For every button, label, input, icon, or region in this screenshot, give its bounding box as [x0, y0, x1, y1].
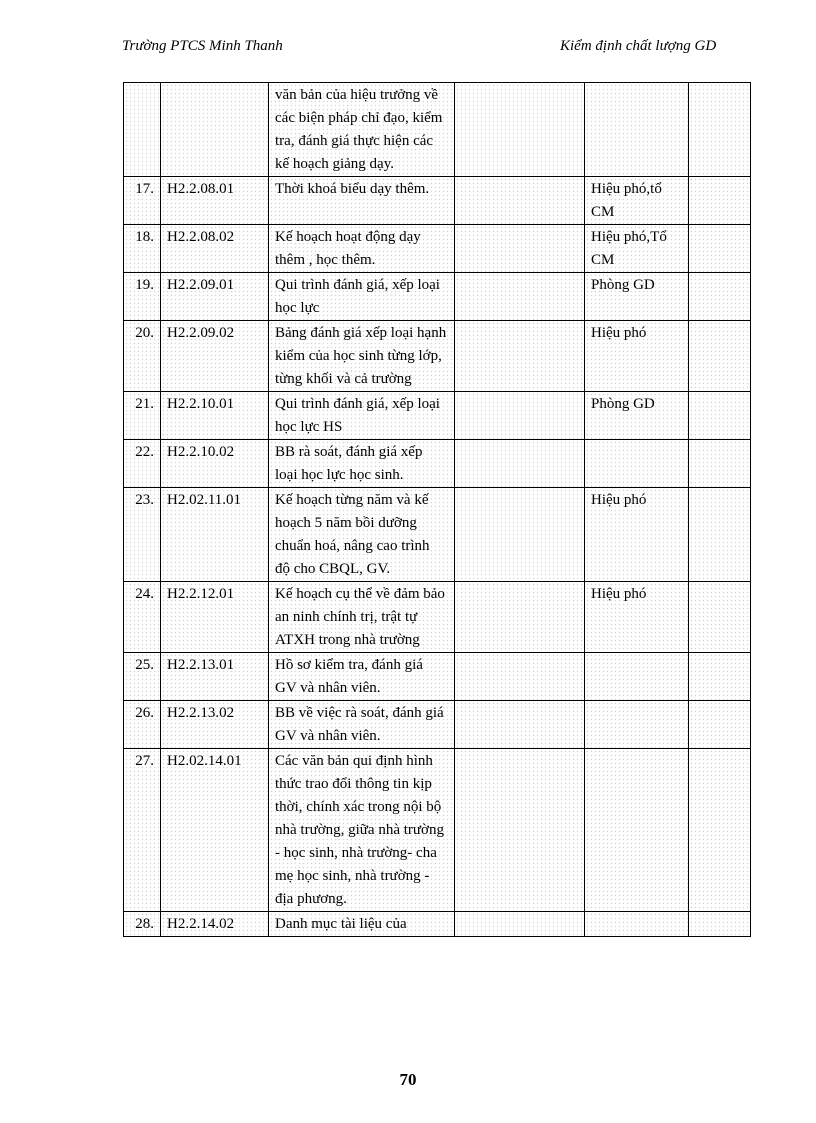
row-number-cell: 28.	[124, 912, 161, 937]
content-cell: Kế hoạch từng năm và kế hoạch 5 năm bồi dưỡng chuẩn hoá, nâng cao trình độ cho CBQL, GV.	[269, 488, 455, 582]
table-row	[124, 488, 751, 582]
content-cell: Qui trình đánh giá, xếp loại học lực	[269, 273, 455, 321]
note-cell	[689, 701, 751, 749]
table-row	[124, 440, 751, 488]
evidence-code-cell: H2.2.14.02	[161, 912, 269, 937]
responsible-cell: Phòng GD	[585, 392, 689, 440]
note-cell	[689, 225, 751, 273]
content-cell: Thời khoá biểu dạy thêm.	[269, 177, 455, 225]
evidence-code-cell: H2.2.13.01	[161, 653, 269, 701]
note-cell	[689, 749, 751, 912]
table-row	[124, 273, 751, 321]
column-4-cell	[455, 912, 585, 937]
responsible-cell: Hiệu phó,tổ CM	[585, 177, 689, 225]
column-4-cell	[455, 582, 585, 653]
table-row	[124, 912, 751, 937]
row-number-cell: 17.	[124, 177, 161, 225]
note-cell	[689, 321, 751, 392]
column-4-cell	[455, 440, 585, 488]
responsible-cell	[585, 83, 689, 177]
responsible-cell: Phòng GD	[585, 273, 689, 321]
content-cell: BB rà soát, đánh giá xếp loại học lực học sinh.	[269, 440, 455, 488]
note-cell	[689, 582, 751, 653]
content-cell: Kế hoạch hoạt động dạy thêm , học thêm.	[269, 225, 455, 273]
header-school-name: Trường PTCS Minh Thanh	[122, 38, 283, 54]
table-row	[124, 321, 751, 392]
evidence-table-body	[124, 83, 751, 937]
content-cell: Kế hoạch cụ thể về đảm bảo an ninh chính trị, trật tự ATXH trong nhà trường	[269, 582, 455, 653]
row-number-cell: 22.	[124, 440, 161, 488]
evidence-code-cell: H2.2.13.02	[161, 701, 269, 749]
responsible-cell: Hiệu phó	[585, 321, 689, 392]
note-cell	[689, 912, 751, 937]
evidence-code-cell: H2.2.08.02	[161, 225, 269, 273]
row-number-cell: 19.	[124, 273, 161, 321]
evidence-code-cell: H2.2.10.01	[161, 392, 269, 440]
column-4-cell	[455, 392, 585, 440]
table-row	[124, 749, 751, 912]
row-number-cell: 26.	[124, 701, 161, 749]
evidence-code-cell: H2.02.14.01	[161, 749, 269, 912]
page-number: 70	[399, 1070, 417, 1089]
row-number-cell: 20.	[124, 321, 161, 392]
column-4-cell	[455, 749, 585, 912]
responsible-cell: Hiệu phó	[585, 582, 689, 653]
table-row	[124, 225, 751, 273]
column-4-cell	[455, 225, 585, 273]
column-4-cell	[455, 273, 585, 321]
row-number-cell: 27.	[124, 749, 161, 912]
note-cell	[689, 83, 751, 177]
content-cell: Các văn bản qui định hình thức trao đổi thông tin kịp thời, chính xác trong nội bộ nhà trường, giữa nhà trường - học sinh, nhà trường- cha mẹ học sinh, nhà trường - địa phương.	[269, 749, 455, 912]
note-cell	[689, 177, 751, 225]
note-cell	[689, 392, 751, 440]
table-row	[124, 653, 751, 701]
column-4-cell	[455, 701, 585, 749]
evidence-code-cell: H2.2.08.01	[161, 177, 269, 225]
table-row	[124, 392, 751, 440]
responsible-cell	[585, 440, 689, 488]
responsible-cell	[585, 653, 689, 701]
content-cell: BB về việc rà soát, đánh giá GV và nhân viên.	[269, 701, 455, 749]
note-cell	[689, 273, 751, 321]
evidence-code-cell: H2.2.09.02	[161, 321, 269, 392]
row-number-cell: 18.	[124, 225, 161, 273]
evidence-code-cell: H2.2.09.01	[161, 273, 269, 321]
responsible-cell	[585, 701, 689, 749]
row-number-cell	[124, 83, 161, 177]
responsible-cell: Hiệu phó	[585, 488, 689, 582]
note-cell	[689, 440, 751, 488]
column-4-cell	[455, 321, 585, 392]
responsible-cell	[585, 912, 689, 937]
content-cell: Bảng đánh giá xếp loại hạnh kiểm của học sinh từng lớp, từng khối và cả trường	[269, 321, 455, 392]
content-cell: Hồ sơ kiểm tra, đánh giá GV và nhân viên.	[269, 653, 455, 701]
evidence-code-cell: H2.2.12.01	[161, 582, 269, 653]
table-row	[124, 582, 751, 653]
content-cell: Danh mục tài liệu của	[269, 912, 455, 937]
row-number-cell: 23.	[124, 488, 161, 582]
header-document-title: Kiểm định chất lượng GD	[560, 38, 717, 54]
column-4-cell	[455, 177, 585, 225]
row-number-cell: 21.	[124, 392, 161, 440]
table-row	[124, 83, 751, 177]
responsible-cell	[585, 749, 689, 912]
note-cell	[689, 488, 751, 582]
row-number-cell: 24.	[124, 582, 161, 653]
content-cell: Qui trình đánh giá, xếp loại học lực HS	[269, 392, 455, 440]
table-row	[124, 177, 751, 225]
column-4-cell	[455, 83, 585, 177]
table-row	[124, 701, 751, 749]
evidence-code-cell	[161, 83, 269, 177]
note-cell	[689, 653, 751, 701]
responsible-cell: Hiệu phó,Tổ CM	[585, 225, 689, 273]
content-cell: văn bản của hiệu trưởng về các biện pháp chỉ đạo, kiểm tra, đánh giá thực hiện các kế hoạch giảng dạy.	[269, 83, 455, 177]
column-4-cell	[455, 653, 585, 701]
evidence-table	[123, 82, 751, 937]
evidence-code-cell: H2.02.11.01	[161, 488, 269, 582]
row-number-cell: 25.	[124, 653, 161, 701]
evidence-code-cell: H2.2.10.02	[161, 440, 269, 488]
column-4-cell	[455, 488, 585, 582]
